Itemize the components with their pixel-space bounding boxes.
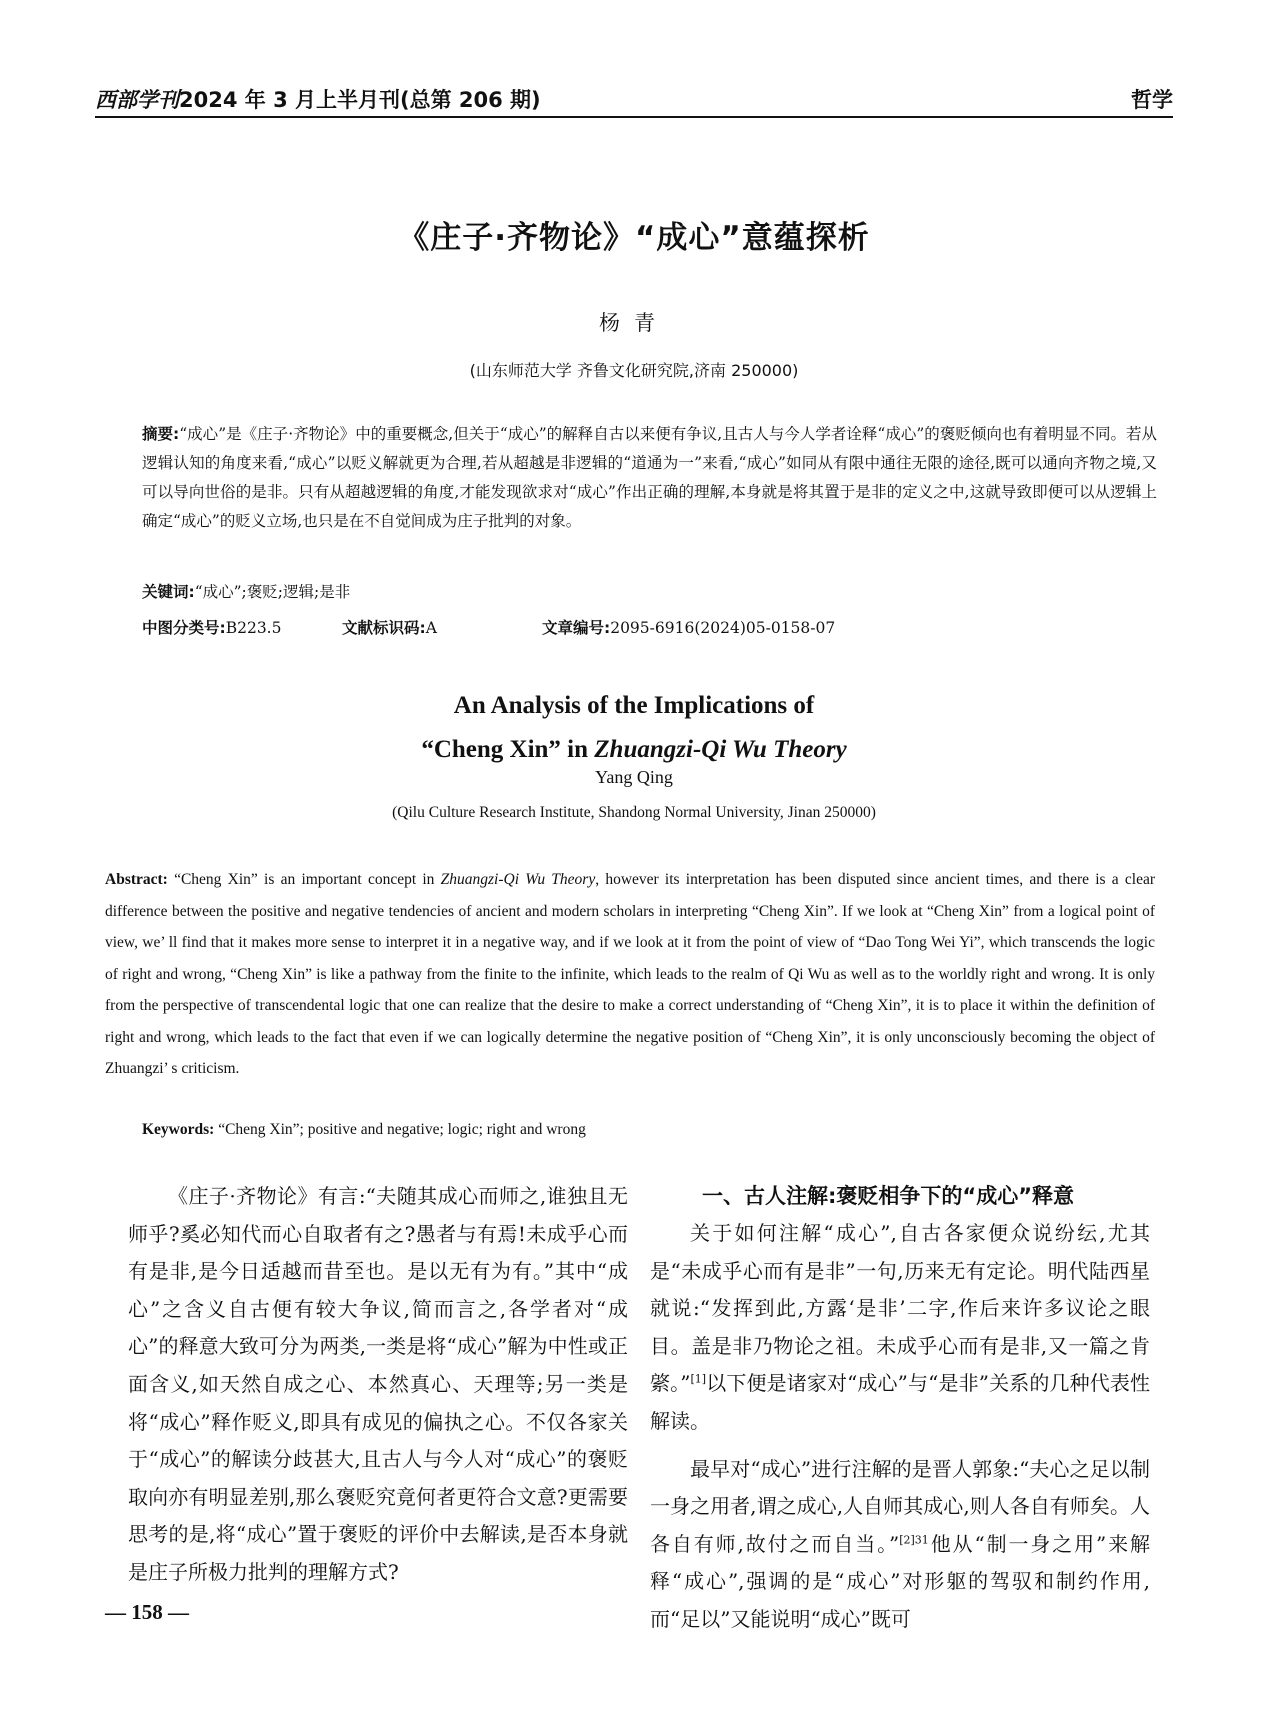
title-en-line2: “Cheng Xin” in Zhuangzi-Qi Wu Theory [421, 736, 847, 763]
body-paragraph: 最早对“成心”进行注解的是晋人郭象:“夫心之足以制一身之用者,谓之成心,人自师其成心,则人各自有师矣。人各自有师,故付之而自当。”$^{[2]31}$他从“制一身之用”来解释“成心”,强调的是“成心”对形躯的驾驭和制约作用,而“足以”又能说明“成心”既可 [650, 1456, 1150, 1631]
keywords-cn-label: 关键词: [142, 583, 195, 601]
citation-mark: [2]31 [899, 1533, 929, 1547]
issue-info: 2024 年 3 月上半月刊(总第 206 期) [179, 88, 541, 112]
title-en-line1: An Analysis of the Implications of [453, 692, 815, 719]
page-number: — 158 — [105, 1600, 189, 1624]
abstract-cn-text: “成心”是《庄子·齐物论》中的重要概念,但关于“成心”的解释自古以来便有争议,且古人与今人学者诠释“成心”的褒贬倾向也有着明显不同。若从逻辑认知的角度来看,“成心”以贬义解就更为合理,若从超越是非逻辑的“道通为一”来看,“成心”如同从有限中通往无限的途径,既可以通向齐物之境,又可以导向世俗的是非。只有从超越逻辑的角度,才能发现欲求对“成心”作出正确的理解,本身就是将其置于是非的定义之中,这就导致即便可以从逻辑上确定“成心”的贬义立场,也只是在不自觉间成为庄子批判的对象。 [142, 425, 1157, 530]
abstract-cn [142, 420, 1157, 536]
article-title-cn: 《庄子·齐物论》“成心”意蕴探析 [398, 220, 870, 256]
citation-mark: [1] [690, 1372, 707, 1386]
journal-logo: 西部学刊 [95, 87, 179, 112]
running-header [95, 78, 1173, 118]
body-column-left [128, 1178, 628, 1592]
article-title-en [0, 684, 1268, 772]
section-label: 哲学 [1131, 88, 1173, 112]
author-cn: 杨青 [599, 311, 669, 335]
abstract-en-label: Abstract: [105, 871, 168, 888]
body-paragraph: 关于如何注解“成心”,自古各家便众说纷纭,尤其是“未成乎心而有是非”一句,历来无有定论。明代陆西星就说:“发挥到此,方露‘是非’二字,作后来许多议论之眼目。盖是非乃物论之祖。未成乎心而有是非,又一篇之肯綮。”[1]以下便是诸家对“成心”与“是非”关系的几种代表性解读。 [650, 1221, 1150, 1433]
section-heading: 一、古人注解:褒贬相争下的“成心”释意 [702, 1184, 1074, 1208]
body-column-right [650, 1178, 1150, 1639]
keywords-cn [142, 580, 350, 602]
keywords-cn-text: “成心”;褒贬;逻辑;是非 [194, 583, 351, 601]
affiliation-cn: (山东师范大学 齐鲁文化研究院,济南 250000) [469, 361, 799, 380]
body-paragraph: 《庄子·齐物论》有言:“夫随其成心而师之,谁独且无师乎?奚必知代而心自取者有之?愚者与有焉!未成乎心而有是非,是今日适越而昔至也。是以无有为有。”其中“成心”之含义自古便有较大争议,简而言之,各学者对“成心”的释意大致可分为两类,一类是将“成心”解为中性或正面含义,如天然自成之心、本然真心、天理等;另一类是将“成心”释作贬义,即具有成见的偏执之心。不仅各家关于“成心”的解读分歧甚大,且古人与今人对“成心”的褒贬取向亦有明显差别,那么褒贬究竟何者更符合文意?更需要思考的是,将“成心”置于褒贬的评价中去解读,是否本身就是庄子所极力批判的理解方式? [128, 1184, 628, 1584]
abstract-en: Abstract: “Cheng Xin” is an important concept in Zhuangzi-Qi Wu Theory, however its interpretation has been disputed since ancient times, and there is a clear difference between the positive and negative tendencies of ancient and modern scholars in interpreting “Cheng Xin”. If we look at “Cheng Xin” from a logical point of view, we’ ll find that it makes more sense to interpret it in a negative way, and if we look at it from the point of view of “Dao Tong Wei Yi”, which transcends the logic of right and wrong, “Cheng Xin” is like a pathway from the finite to the infinite, which leads to the realm of Qi Wu as well as to the worldly right and wrong. It is only from the perspective of transcendental logic that one can realize that the desire to make a correct understanding of “Cheng Xin”, it is to place it within the definition of right and wrong, which leads to the fact that even if we can logically determine the negative position of “Cheng Xin”, it is only unconsciously becoming the object of Zhuangzi’ s criticism. [105, 871, 1156, 1077]
keywords-en-text: “Cheng Xin”; positive and negative; logic; right and wrong [214, 1121, 586, 1138]
clc-number: 中图分类号:B223.5 [142, 619, 282, 637]
header-rule [95, 116, 1173, 118]
author-en: Yang Qing [595, 767, 673, 787]
affiliation-en: (Qilu Culture Research Institute, Shandong Normal University, Jinan 250000) [392, 804, 876, 821]
keywords-en-label: Keywords: [142, 1121, 215, 1138]
article-number: 文章编号:2095-6916(2024)05-0158-07 [542, 619, 836, 637]
journal-issue-line [95, 84, 541, 114]
document-code: 文献标识码:A [342, 619, 437, 637]
abstract-cn-label: 摘要: [142, 425, 180, 443]
keywords-en [142, 1121, 586, 1139]
